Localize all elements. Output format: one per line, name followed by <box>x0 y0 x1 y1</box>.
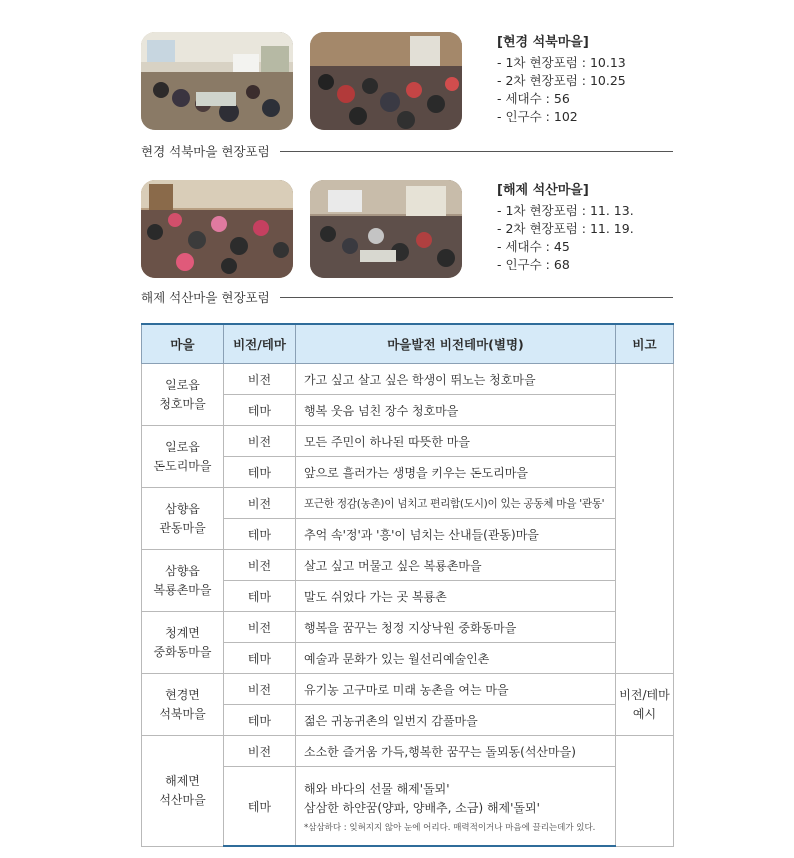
type-vision: 비전 <box>224 488 296 519</box>
forum2-title: [해제 석산마을] <box>497 183 589 198</box>
theme-text: 추억 속'정'과 '흥'이 넘치는 산내들(관동)마을 <box>296 519 616 550</box>
forum1-caption-row <box>141 142 673 160</box>
theme-text-multi <box>296 767 616 847</box>
village-name: 중화동마을 <box>153 644 212 659</box>
village-cell <box>142 426 224 488</box>
type-vision: 비전 <box>224 550 296 581</box>
forum1-line-1: - 1차 현장포럼 : 10.13 <box>497 55 626 70</box>
vision-theme-table <box>141 323 674 847</box>
forum1-line-3: - 세대수 : 56 <box>497 91 570 106</box>
theme-text: 앞으로 흘러가는 생명을 키우는 돈도리마을 <box>296 457 616 488</box>
theme-footnote: *삼삼하다 : 잊혀지지 않아 눈에 어리다. 매력적이거나 마음에 끌리는데가 있다. <box>304 822 596 833</box>
note-cell <box>616 674 674 736</box>
note-cell-empty <box>616 736 674 847</box>
forum2-line-1: - 1차 현장포럼 : 11. 13. <box>497 203 634 218</box>
forum1-line-2: - 2차 현장포럼 : 10.25 <box>497 73 626 88</box>
forum1-info <box>497 34 626 126</box>
type-vision: 비전 <box>224 426 296 457</box>
forum2-line-2: - 2차 현장포럼 : 11. 19. <box>497 221 634 236</box>
forum2-line-3: - 세대수 : 45 <box>497 239 570 254</box>
village-area: 삼향읍 <box>165 501 200 516</box>
village-area: 현경면 <box>165 687 200 702</box>
type-theme: 테마 <box>224 767 296 847</box>
village-cell <box>142 674 224 736</box>
forum2-caption: 해제 석산마을 현장포럼 <box>141 290 270 305</box>
theme-line-2: 삼삼한 하얀꿈(양파, 양배추, 소금) 해제'돌뫼' <box>304 800 540 815</box>
type-vision: 비전 <box>224 674 296 705</box>
village-area: 일로읍 <box>165 377 200 392</box>
village-area: 일로읍 <box>165 439 200 454</box>
theme-text: 행복 웃음 넘친 장수 청호마을 <box>296 395 616 426</box>
type-vision: 비전 <box>224 364 296 395</box>
vision-text: 유기농 고구마로 미래 농촌을 여는 마을 <box>296 674 616 705</box>
table-row <box>142 488 674 519</box>
theme-text: 젊은 귀농귀촌의 일번지 감풀마을 <box>296 705 616 736</box>
village-cell <box>142 488 224 550</box>
forum-photo-2a <box>141 180 293 278</box>
type-theme: 테마 <box>224 457 296 488</box>
note-cell-empty <box>616 364 674 674</box>
theme-line-1: 해와 바다의 선물 해제'돌뫼' <box>304 781 450 796</box>
forum2-caption-row <box>141 288 673 306</box>
table-row <box>142 364 674 395</box>
forum1-line-4: - 인구수 : 102 <box>497 109 578 124</box>
village-cell <box>142 364 224 426</box>
village-area: 청계면 <box>165 625 200 640</box>
note-line-1: 비전/테마 <box>619 687 670 702</box>
header-type: 비전/테마 <box>224 324 296 364</box>
vision-text: 포근한 정감(농촌)이 넘치고 편리함(도시)이 있는 공동체 마을 '관동' <box>296 488 616 519</box>
vision-text: 소소한 즐거움 가득,행복한 꿈꾸는 돌뫼동(석산마을) <box>296 736 616 767</box>
village-name: 석북마을 <box>159 706 206 721</box>
forum2-line-4: - 인구수 : 68 <box>497 257 570 272</box>
header-village: 마을 <box>142 324 224 364</box>
table-row <box>142 612 674 643</box>
village-name: 복룡촌마을 <box>153 582 212 597</box>
forum-photo-2b <box>310 180 462 278</box>
vision-text: 모든 주민이 하나된 따뜻한 마을 <box>296 426 616 457</box>
village-name: 석산마을 <box>159 792 206 807</box>
table-row <box>142 674 674 705</box>
divider-line <box>280 151 673 152</box>
header-note: 비고 <box>616 324 674 364</box>
vision-text: 살고 싶고 머물고 싶은 복룡촌마을 <box>296 550 616 581</box>
forum-photo-1b <box>310 32 462 130</box>
type-theme: 테마 <box>224 643 296 674</box>
forum2-info <box>497 182 634 274</box>
village-name: 돈도리마을 <box>153 458 212 473</box>
village-area: 삼향읍 <box>165 563 200 578</box>
forum1-caption: 현경 석북마을 현장포럼 <box>141 144 270 159</box>
village-name: 청호마을 <box>159 396 206 411</box>
type-vision: 비전 <box>224 736 296 767</box>
village-cell <box>142 550 224 612</box>
village-cell <box>142 736 224 847</box>
theme-text: 말도 쉬었다 가는 곳 복룡촌 <box>296 581 616 612</box>
vision-text: 가고 싶고 살고 싶은 학생이 뛰노는 청호마을 <box>296 364 616 395</box>
village-cell <box>142 612 224 674</box>
header-description: 마을발전 비전테마(별명) <box>296 324 616 364</box>
village-name: 관동마을 <box>159 520 206 535</box>
type-theme: 테마 <box>224 395 296 426</box>
type-vision: 비전 <box>224 612 296 643</box>
divider-line <box>280 297 673 298</box>
type-theme: 테마 <box>224 581 296 612</box>
table-header-row <box>142 324 674 364</box>
theme-text: 예술과 문화가 있는 월선리예술인촌 <box>296 643 616 674</box>
table-row <box>142 550 674 581</box>
forum1-title: [현경 석북마을] <box>497 35 589 50</box>
table-row <box>142 736 674 767</box>
note-line-2: 예시 <box>632 706 657 721</box>
vision-text: 행복을 꿈꾸는 청정 지상낙원 중화동마을 <box>296 612 616 643</box>
village-area: 해제면 <box>165 773 200 788</box>
type-theme: 테마 <box>224 705 296 736</box>
forum-photo-1a <box>141 32 293 130</box>
table-row <box>142 426 674 457</box>
type-theme: 테마 <box>224 519 296 550</box>
